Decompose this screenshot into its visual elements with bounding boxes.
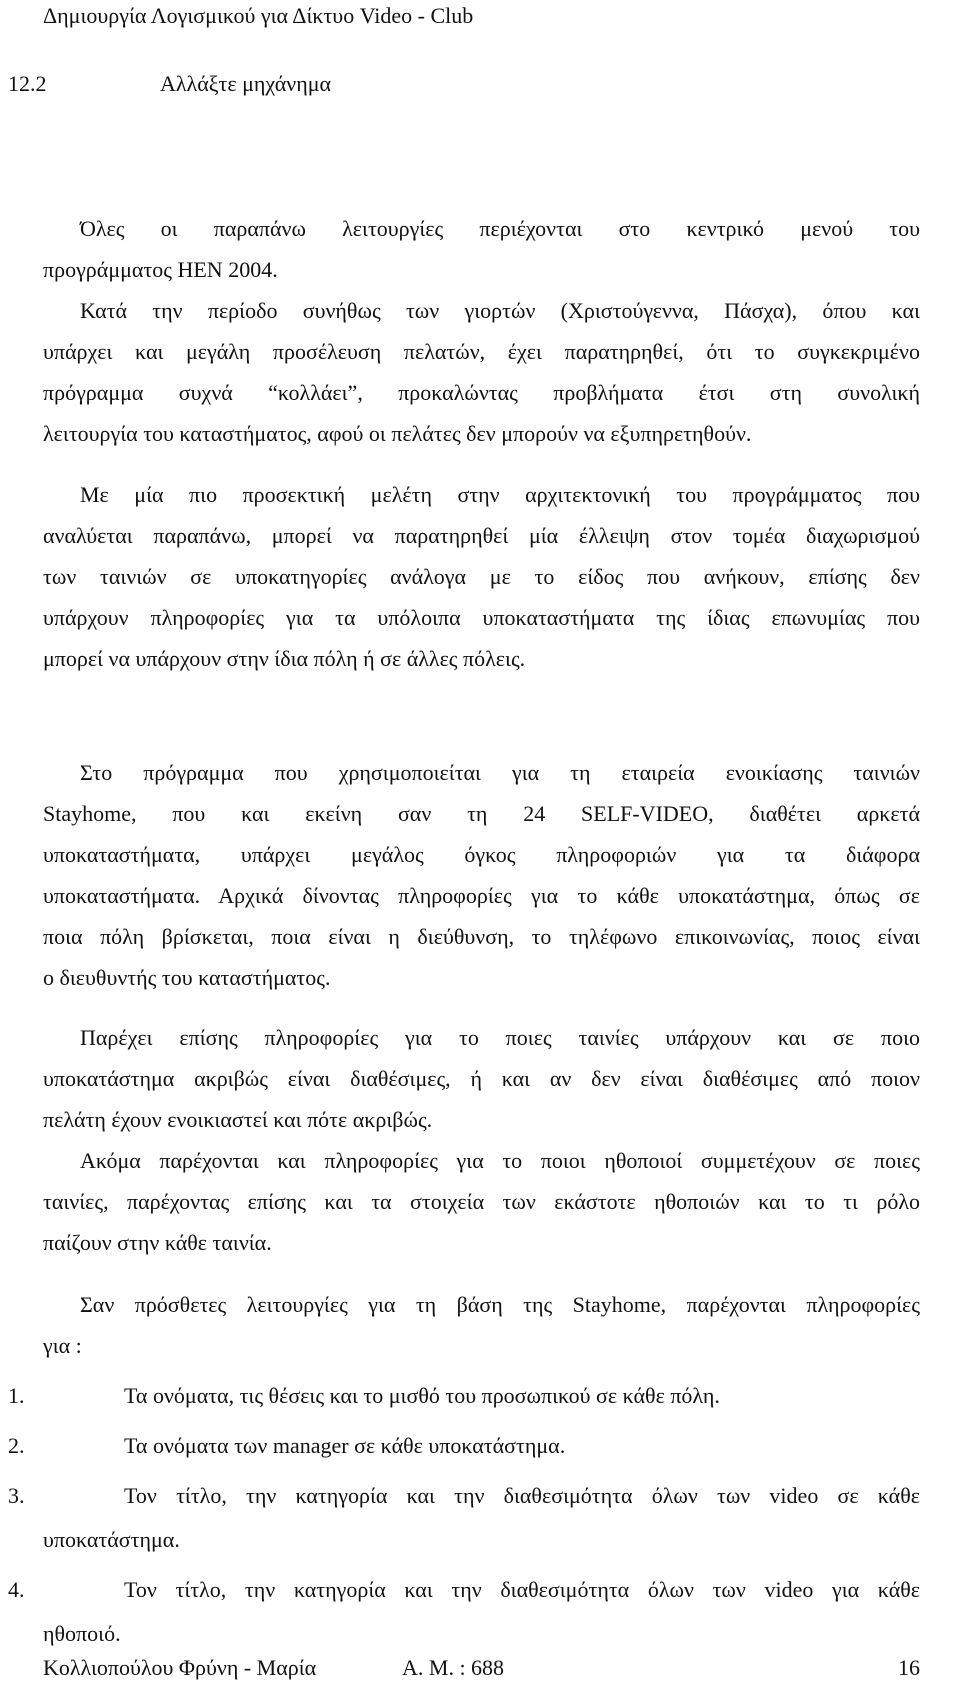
paragraph-line: πελάτη έχουν ενοικιαστεί και πότε ακριβώς. xyxy=(43,1107,433,1132)
paragraph-line: των ταινιών σε υποκατηγορίες ανάλογα με το είδος που ανήκουν, επίσης δεν xyxy=(43,564,920,589)
paragraph-line: υποκατάστημα ακριβώς είναι διαθέσιμες, ή και αν δεν είναι διαθέσιμες από ποιον xyxy=(43,1066,920,1091)
footer-author: Κολλιοπούλου Φρύνη - Μαρία xyxy=(43,1655,317,1680)
list-item-text: υποκατάστημα. xyxy=(43,1527,180,1552)
paragraph-line: λειτουργία του καταστήματος, αφού οι πελάτες δεν μπορούν να εξυπηρετηθούν. xyxy=(43,421,752,446)
paragraph-line: Κατά την περίοδο συνήθως των γιορτών (Χριστούγεννα, Πάσχα), όπου και xyxy=(80,298,920,323)
paragraph-line: Στο πρόγραμμα που χρησιμοποιείται για τη εταιρεία ενοικίασης ταινιών xyxy=(80,760,920,785)
page-footer xyxy=(0,1654,960,1682)
paragraph-line: Όλες οι παραπάνω λειτουργίες περιέχονται στο κεντρικό μενού του xyxy=(80,216,920,241)
page-header: Δημιουργία Λογισμικού για Δίκτυο Video - Club xyxy=(43,3,474,28)
paragraph-line: για : xyxy=(43,1333,82,1358)
paragraph-line: ποια πόλη βρίσκεται, ποια είναι η διεύθυνση, το τηλέφωνο επικοινωνίας, ποιος είναι xyxy=(43,924,920,949)
list-number: 1. xyxy=(8,1383,25,1408)
page-number: 16 xyxy=(898,1655,920,1680)
list-number: 3. xyxy=(8,1483,25,1508)
list-item-text: Τον τίτλο, την κατηγορία και την διαθεσιμότητα όλων των video σε κάθε xyxy=(124,1483,920,1508)
list-number: 2. xyxy=(8,1433,25,1458)
paragraph-line: Παρέχει επίσης πληροφορίες για το ποιες ταινίες υπάρχουν και σε ποιο xyxy=(80,1025,920,1050)
paragraph-line: προγράμματος ΗΕΝ 2004. xyxy=(43,257,278,282)
section-number: 12.2 xyxy=(8,71,47,96)
paragraph-line: ταινίες, παρέχοντας επίσης και τα στοιχεία των εκάστοτε ηθοποιών και το τι ρόλο xyxy=(43,1189,920,1214)
paragraph-line: πρόγραμμα συχνά “κολλάει”, προκαλώντας προβλήματα έτσι στη συνολική xyxy=(43,380,920,405)
paragraph-line: υποκαταστήματα, υπάρχει μεγάλος όγκος πληροφοριών για τα διάφορα xyxy=(43,842,920,867)
paragraph-line: Ακόμα παρέχονται και πληροφορίες για το ποιοι ηθοποιοί συμμετέχουν σε ποιες xyxy=(80,1148,920,1173)
list-item-text: Τον τίτλο, την κατηγορία και την διαθεσιμότητα όλων των video για κάθε xyxy=(124,1577,920,1602)
list-number: 4. xyxy=(8,1577,25,1602)
list-item-text: ηθοποιό. xyxy=(43,1621,121,1646)
paragraph-line: υπάρχουν πληροφορίες για τα υπόλοιπα υποκαταστήματα της ίδιας επωνυμίας που xyxy=(43,605,920,630)
list-item-text: Τα ονόματα των manager σε κάθε υποκατάστημα. xyxy=(124,1433,566,1458)
paragraph-line: Σαν πρόσθετες λειτουργίες για τη βάση της Stayhome, παρέχονται πληροφορίες xyxy=(80,1292,920,1317)
paragraph-line: υπάρχει και μεγάλη προσέλευση πελατών, έχει παρατηρηθεί, ότι το συγκεκριμένο xyxy=(43,339,920,364)
list-item-text: Τα ονόματα, τις θέσεις και το μισθό του προσωπικού σε κάθε πόλη. xyxy=(124,1383,720,1408)
paragraph-line: παίζουν στην κάθε ταινία. xyxy=(43,1230,272,1255)
paragraph-line: Stayhome, που και εκείνη σαν τη 24 SELF-VIDEO, διαθέτει αρκετά xyxy=(43,801,920,826)
footer-registration-number: Α. Μ. : 688 xyxy=(402,1655,505,1680)
paragraph-line: ο διευθυντής του καταστήματος. xyxy=(43,965,331,990)
section-title: Αλλάξτε μηχάνημα xyxy=(160,71,332,96)
section-heading xyxy=(0,70,960,98)
paragraph-line: μπορεί να υπάρχουν στην ίδια πόλη ή σε άλλες πόλεις. xyxy=(43,646,526,671)
paragraph-line: Με μία πιο προσεκτική μελέτη στην αρχιτεκτονική του προγράμματος που xyxy=(80,482,920,507)
paragraph-line: υποκαταστήματα. Αρχικά δίνοντας πληροφορίες για το κάθε υποκατάστημα, όπως σε xyxy=(43,883,920,908)
paragraph-line: αναλύεται παραπάνω, μπορεί να παρατηρηθεί μία έλλειψη στον τομέα διαχωρισμού xyxy=(43,523,920,548)
